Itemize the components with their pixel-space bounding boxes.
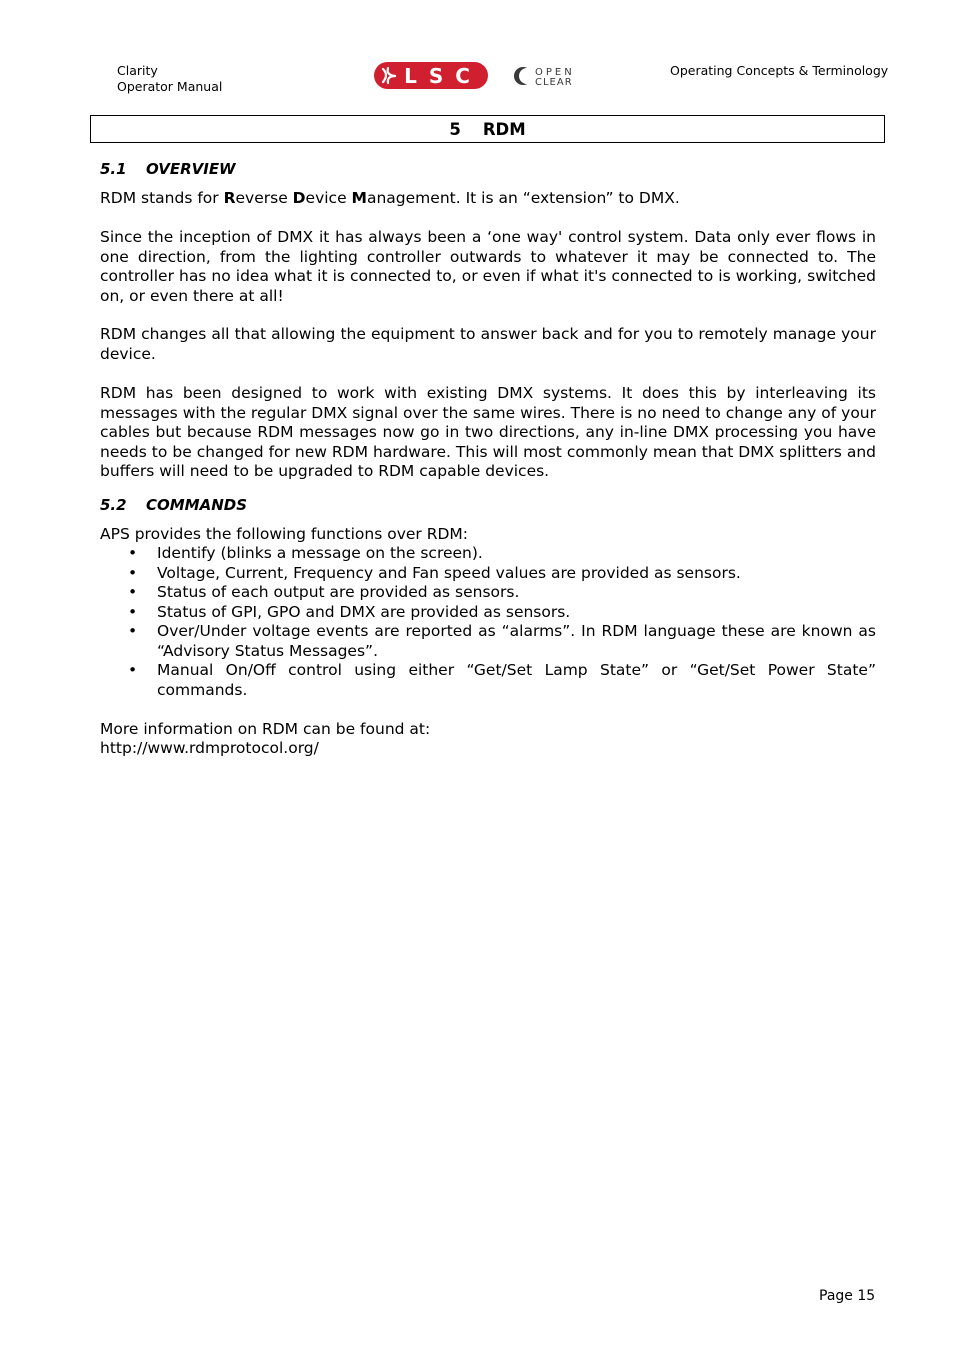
text-run: anagement. It is an “extension” to DMX. (366, 189, 680, 207)
bullet-icon: • (128, 583, 138, 601)
list-item (100, 603, 876, 623)
openclear-logo (514, 67, 575, 88)
commands-list (100, 544, 876, 700)
more-info-text: More information on RDM can be found at: (100, 720, 431, 738)
bullet-icon: • (128, 622, 138, 640)
section-heading-commands (100, 496, 247, 514)
section-number: 5.2 (100, 496, 127, 514)
text-run: everse (235, 189, 293, 207)
list-item (100, 661, 876, 700)
list-item-text: Identify (blinks a message on the screen). (157, 544, 483, 562)
page-number: Page 15 (819, 1288, 876, 1304)
list-item (100, 583, 876, 603)
chapter-number: 5 (449, 119, 461, 139)
text-run: evice (305, 189, 352, 207)
list-item-text: Voltage, Current, Frequency and Fan speed values are provided as sensors. (157, 563, 741, 582)
list-item-text: Status of GPI, GPO and DMX are provided as sensors. (157, 602, 571, 621)
section-title: COMMANDS (146, 496, 248, 514)
bold-letter: D (292, 189, 306, 207)
section-heading-overview (100, 160, 236, 178)
section-title: OVERVIEW (146, 160, 236, 178)
bullet-icon: • (128, 661, 138, 679)
bold-letter: R (223, 189, 236, 207)
commands-intro: APS provides the following functions over RDM: (100, 525, 469, 543)
openclear-crescent-icon (514, 67, 535, 85)
openclear-logo-line2: CLEAR (535, 77, 573, 88)
text-run: RDM stands for (100, 189, 224, 207)
list-item-text: Over/Under voltage events are reported as “alarms”. In RDM language these are known as “Advisory Status Messages”. (157, 622, 876, 660)
chapter-title: RDM (482, 119, 526, 139)
list-item (100, 622, 876, 661)
header-section-title: Operating Concepts & Terminology (670, 63, 889, 78)
bullet-icon: • (128, 602, 138, 621)
section-number: 5.1 (100, 160, 127, 178)
overview-paragraph-2: Since the inception of DMX it has always been a ‘one way' control system. Data only ever flows in one direction, from the lighting controller outwards to whatever it may be connected to. The controller has no idea what it is connected to, or even if what it's connected to is working, switched on, or even there at all! (100, 228, 876, 305)
list-item (100, 564, 876, 584)
bullet-icon: • (128, 544, 138, 562)
overview-paragraph-4: RDM has been designed to work with existing DMX systems. It does this by interleaving its messages with the regular DMX signal over the same wires. There is no need to change any of your cables but because RDM messages now go in two directions, any in-line DMX processing you have needs to be changed for new RDM hardware. This will most commonly mean that DMX splitters and buffers will need to be upgraded to RDM capable devices. (100, 384, 876, 480)
lsc-logo-text: LSC (404, 64, 482, 88)
overview-paragraph-3: RDM changes all that allowing the equipment to answer back and for you to remotely manage your device. (100, 325, 876, 363)
list-item (100, 544, 876, 564)
header-manual-name: Operator Manual (117, 79, 223, 94)
overview-paragraph-1 (100, 189, 876, 209)
header-logos (374, 61, 610, 91)
rdm-protocol-link[interactable]: http://www.rdmprotocol.org/ (100, 739, 319, 757)
lsc-logo (374, 62, 488, 89)
bold-letter: M (351, 189, 367, 207)
header-product-name: Clarity (117, 63, 158, 78)
openclear-logo-line1: OPEN (535, 67, 575, 78)
list-item-text: Status of each output are provided as sensors. (157, 583, 520, 601)
header-document-info (117, 63, 222, 95)
chapter-heading (90, 115, 885, 143)
list-item-text: Manual On/Off control using either “Get/Set Lamp State” or “Get/Set Power State” commands. (157, 661, 876, 699)
bullet-icon: • (128, 563, 138, 582)
